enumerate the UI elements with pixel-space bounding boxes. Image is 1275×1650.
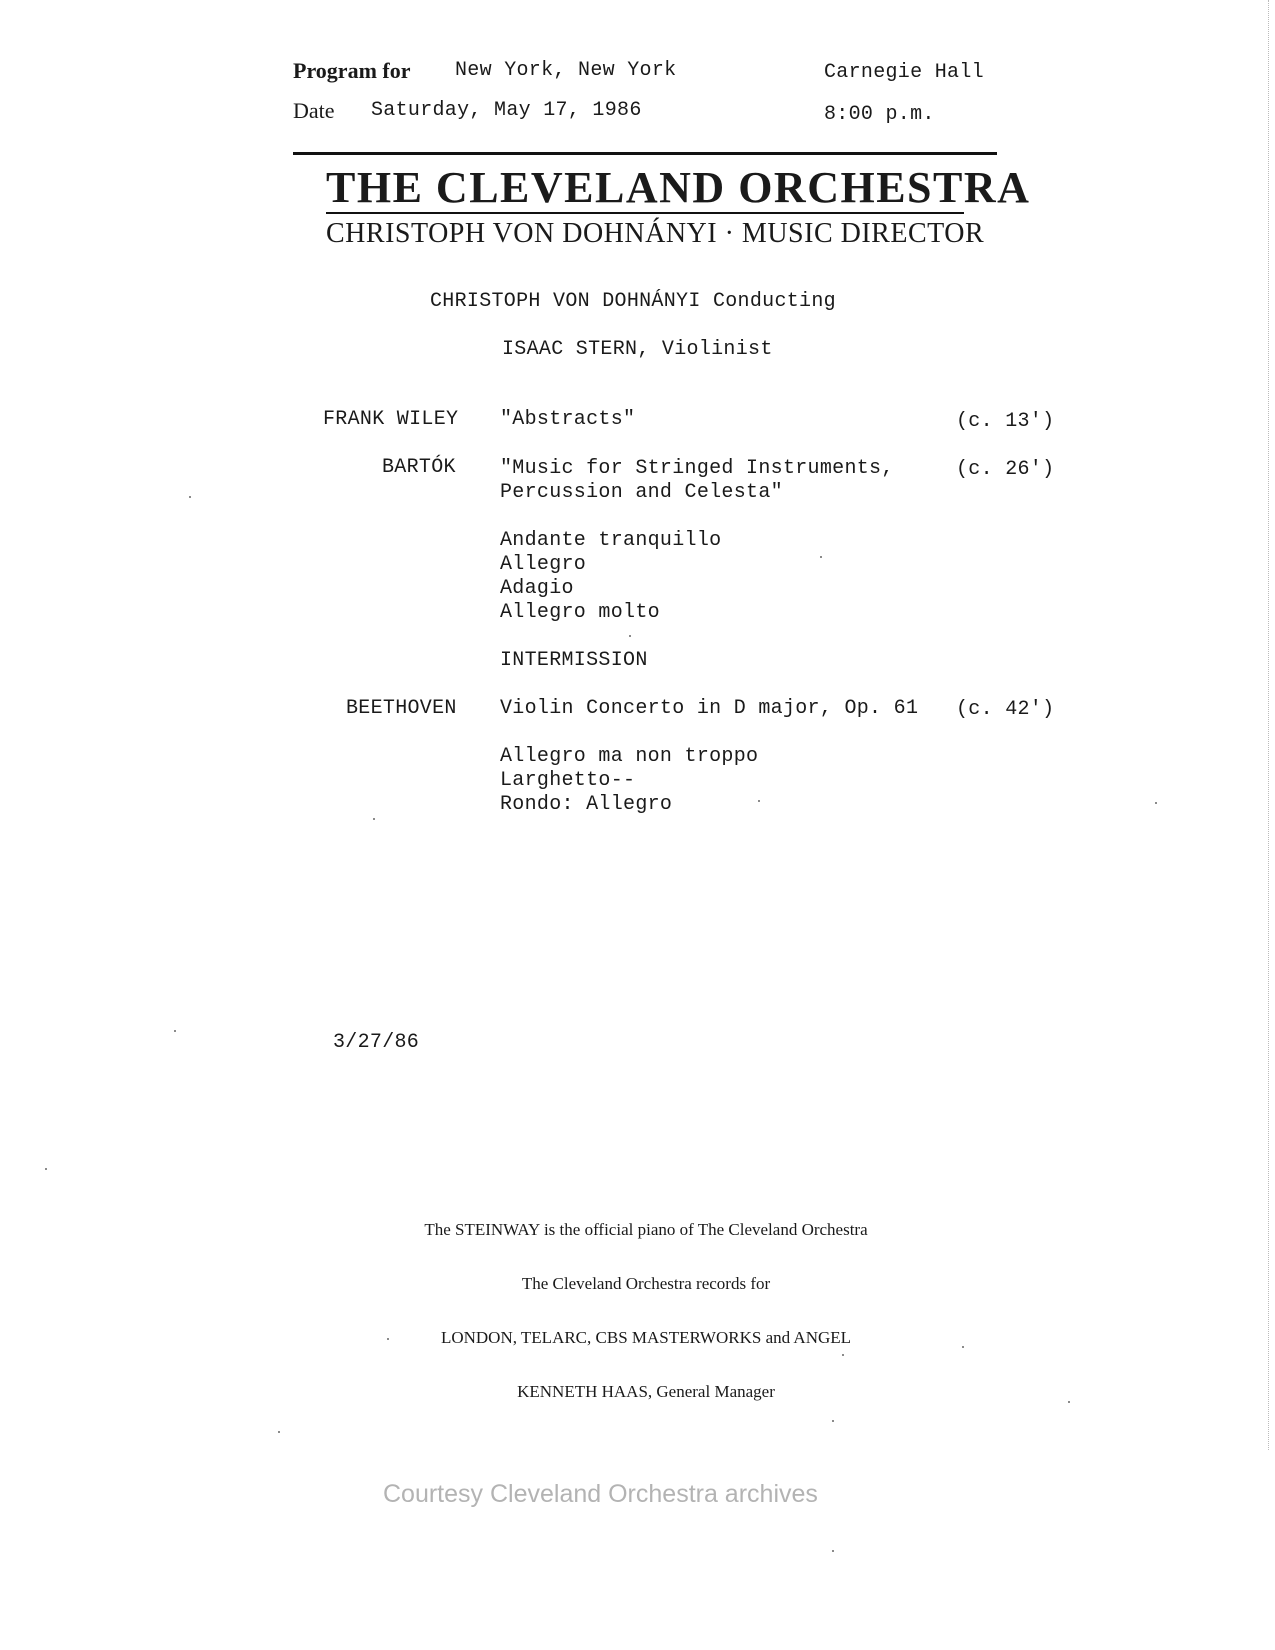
footer-line-records: The Cleveland Orchestra records for [521, 1274, 771, 1293]
intermission: INTERMISSION [500, 649, 648, 672]
duration-bartok: (c. 26') [956, 458, 1055, 481]
soloist-credit: ISAAC STERN, Violinist [502, 338, 773, 361]
movement-item: Rondo: Allegro [500, 793, 673, 816]
program-city: New York, New York [455, 59, 677, 82]
scan-speck [962, 1346, 964, 1348]
title-underline [326, 212, 964, 214]
composer-bartok: BARTÓK [382, 456, 456, 479]
movement-item: Larghetto-- [500, 769, 636, 792]
scan-speck [758, 800, 760, 802]
scan-speck [278, 1431, 280, 1433]
document-date: 3/27/86 [333, 1031, 420, 1054]
music-director-line: CHRISTOPH VON DOHNÁNYI · MUSIC DIRECTOR [326, 218, 985, 249]
footer-block [396, 1185, 896, 1437]
work-bartok-line1: "Music for Stringed Instruments, [500, 457, 894, 480]
conductor-credit: CHRISTOPH VON DOHNÁNYI Conducting [430, 290, 836, 313]
header-rule [293, 152, 997, 155]
work-beethoven: Violin Concerto in D major, Op. 61 [500, 697, 919, 720]
movement-item: Andante tranquillo [500, 529, 722, 552]
composer-beethoven: BEETHOVEN [346, 697, 457, 720]
scan-speck [189, 496, 191, 498]
work-bartok-line2: Percussion and Celesta" [500, 481, 783, 504]
movement-item: Allegro [500, 553, 587, 576]
scan-speck [373, 818, 375, 820]
movement-item: Allegro ma non troppo [500, 745, 759, 768]
duration-wiley: (c. 13') [956, 410, 1055, 433]
duration-beethoven: (c. 42') [956, 698, 1055, 721]
scan-speck [820, 556, 822, 558]
footer-line-manager: KENNETH HAAS, General Manager [517, 1382, 775, 1401]
courtesy-watermark: Courtesy Cleveland Orchestra archives [383, 1480, 818, 1508]
time: 8:00 p.m. [824, 103, 935, 126]
program-for-label: Program for [293, 58, 411, 83]
orchestra-title: THE CLEVELAND ORCHESTRA [326, 163, 1031, 212]
scan-speck [1155, 802, 1157, 804]
movement-item: Adagio [500, 577, 574, 600]
date-label: Date [293, 98, 335, 123]
scan-speck [832, 1550, 834, 1552]
work-wiley: "Abstracts" [500, 408, 636, 431]
footer-line-steinway: The STEINWAY is the official piano of The Cleveland Orchestra [424, 1220, 868, 1239]
venue: Carnegie Hall [824, 61, 984, 84]
scan-speck [842, 1354, 844, 1356]
scan-speck [629, 635, 631, 637]
scan-speck [387, 1338, 389, 1340]
scan-speck [45, 1168, 47, 1170]
composer-wiley: FRANK WILEY [323, 408, 459, 431]
scan-speck [1068, 1401, 1070, 1403]
footer-line-labels: LONDON, TELARC, CBS MASTERWORKS and ANGEL [440, 1328, 852, 1347]
scan-speck [174, 1030, 176, 1032]
date-value: Saturday, May 17, 1986 [371, 99, 642, 122]
scan-speck [832, 1420, 834, 1422]
movement-item: Allegro molto [500, 601, 660, 624]
scan-edge-dots [1266, 0, 1269, 1450]
